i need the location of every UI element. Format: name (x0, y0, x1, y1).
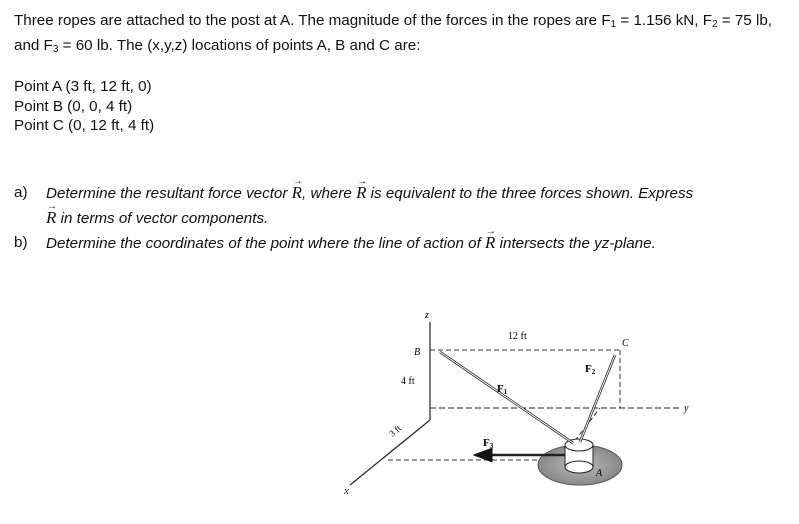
point-b: Point B (0, 0, 4 ft) (14, 97, 133, 115)
vector-r: → R (356, 181, 366, 205)
part-a-text-3: is equivalent to the three forces shown. Express (366, 185, 694, 202)
f1-value: = 1.156 kN, F (616, 12, 712, 29)
f1-subscript: 1 (610, 19, 617, 30)
point-c: Point C (0, 12 ft, 4 ft) (14, 117, 155, 134)
axis-y-label: y (684, 403, 689, 414)
dim-3ft: 3 ft (387, 422, 403, 439)
axis-x-label: x (344, 485, 349, 497)
part-a-text-2: , where (302, 185, 357, 202)
point-a-label: A (596, 468, 603, 479)
problem-intro (14, 10, 784, 60)
part-b-label: b) (14, 234, 28, 251)
intro-text: Three ropes are attached to the post at A. The magnitude of the forces in the ropes are F (14, 12, 611, 29)
part-b-text-1: Determine the coordinates of the point where the line of action of (46, 235, 486, 252)
part-b (14, 231, 784, 256)
part-b-text-2: intersects the yz-plane. (495, 235, 656, 252)
force-f2-label: F2 (585, 363, 596, 376)
force-diagram (320, 300, 720, 519)
force-f3-label: F3 (483, 437, 494, 450)
part-a-text-4: in terms of vector components. (56, 210, 269, 227)
dim-12ft: 12 ft (508, 331, 527, 342)
part-a (14, 181, 784, 231)
dim-4ft: 4 ft (401, 376, 415, 387)
question-parts (14, 181, 784, 256)
vector-r: → R (46, 206, 56, 230)
vector-r: → R (485, 231, 495, 255)
f2-subscript: 2 (711, 19, 718, 30)
vector-r: → R (292, 181, 302, 205)
f2-value: = 75 lb, and F (14, 12, 773, 54)
problem-statement (14, 10, 784, 60)
part-a-label: a) (14, 184, 28, 201)
post (565, 439, 593, 473)
part-a-text-1: Determine the resultant force vector (46, 185, 292, 202)
f3-subscript: 3 (52, 44, 59, 55)
axis-z-label: z (425, 310, 429, 321)
point-a: Point A (3 ft, 12 ft, 0) (14, 78, 152, 95)
part-a-text (46, 181, 693, 231)
part-b-text (46, 231, 656, 256)
f3-value: = 60 lb. The (x,y,z) locations of points A, B and C are: (58, 37, 421, 54)
force-f1-label: F1 (497, 383, 508, 396)
point-b-label: B (414, 347, 421, 358)
point-list (14, 77, 154, 136)
point-c-label: C (622, 338, 629, 349)
